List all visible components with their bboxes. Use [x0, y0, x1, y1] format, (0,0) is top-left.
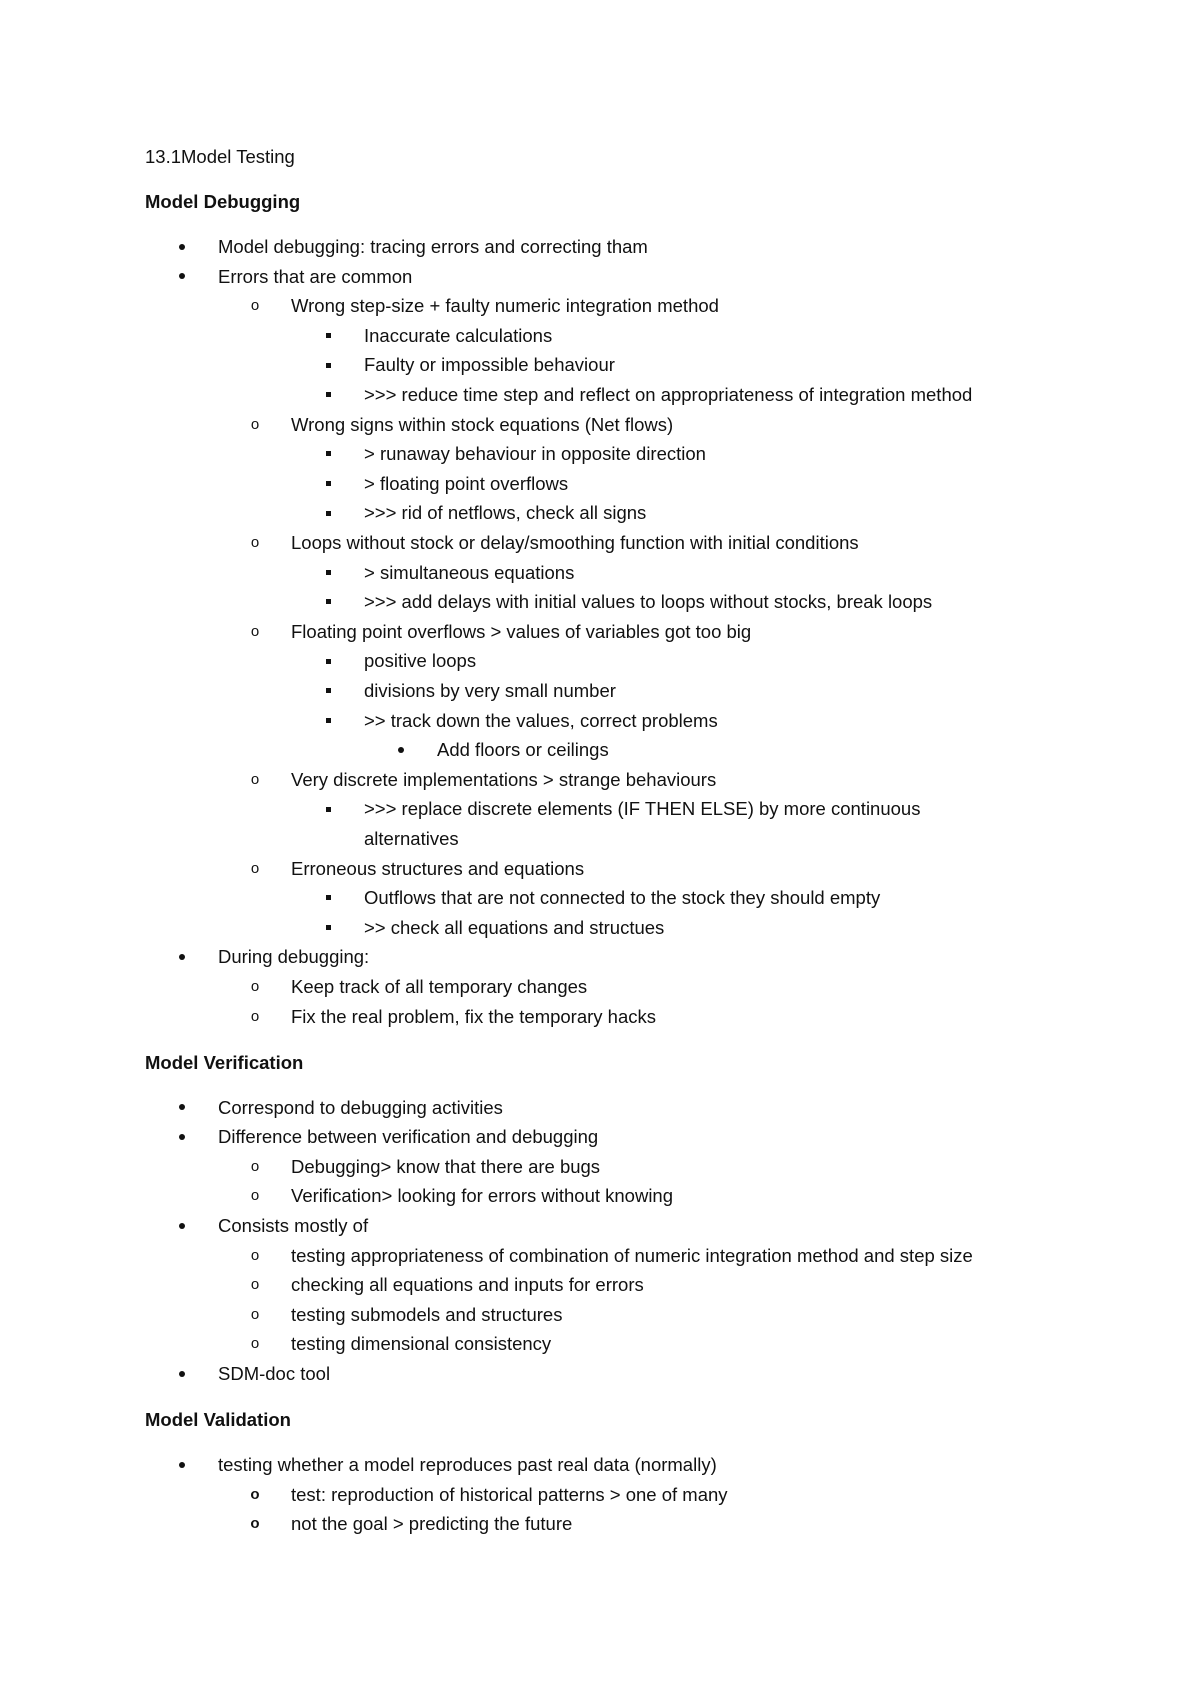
list-item — [0, 617, 1200, 647]
list-item-text: Outflows that are not connected to the stock they should empty — [364, 887, 881, 909]
list-item — [0, 1480, 1200, 1510]
bullet-dot-icon — [175, 262, 189, 292]
list-item-text: Inaccurate calculations — [364, 324, 553, 346]
bullet-dot-icon — [175, 1093, 189, 1123]
list-item — [0, 735, 1200, 765]
bullet-circle-icon: o — [250, 1246, 260, 1264]
page-title: 13.1Model Testing — [145, 146, 295, 167]
bullet-circle-icon: o — [250, 1157, 260, 1175]
list-item — [0, 498, 1200, 528]
list-item — [0, 1002, 1200, 1032]
bullet-circle-icon: o — [250, 770, 260, 788]
list-item-text: Errors that are common — [218, 265, 413, 287]
list-item-text: Consists mostly of — [218, 1215, 369, 1236]
section-heading: Model Verification — [145, 1051, 304, 1073]
bullet-square-icon — [321, 794, 335, 824]
list-item — [0, 706, 1200, 736]
list-item — [0, 1450, 1200, 1480]
bullet-circle-icon: o — [250, 1187, 260, 1205]
list-item — [0, 1211, 1200, 1241]
list-item-text: not the goal > predicting the future — [291, 1513, 573, 1535]
list-item-text: Floating point overflows > values of variables got too big — [291, 620, 752, 642]
list-item — [0, 262, 1200, 292]
list-item-text: Verification> looking for errors without knowing — [291, 1185, 674, 1207]
list-item — [0, 558, 1200, 588]
list-item-text: >> track down the values, correct problems — [364, 709, 718, 731]
list-item — [0, 854, 1200, 884]
list-item-text: test: reproduction of historical patterns > one of many — [291, 1483, 728, 1505]
list-item-text: testing whether a model reproduces past real data (normally) — [218, 1454, 717, 1475]
list-item — [0, 380, 1200, 410]
list-item-text: Debugging> know that there are bugs — [291, 1155, 601, 1177]
bullet-dot-icon — [175, 1359, 189, 1389]
list-item-text: checking all equations and inputs for errors — [291, 1274, 644, 1296]
document-title — [0, 142, 1200, 172]
bullet-circle-icon: o — [250, 1305, 260, 1323]
list-item — [0, 646, 1200, 676]
bullet-dot-icon — [175, 1450, 189, 1480]
list-item-text: Difference between verification and debugging — [218, 1126, 599, 1148]
list-item-text: >> check all equations and structues — [364, 916, 665, 938]
section-heading-line — [0, 187, 1200, 217]
bullet-square-icon — [321, 676, 335, 706]
list-item — [0, 1093, 1200, 1123]
bullet-dot-icon — [394, 735, 408, 765]
bullet-circle-icon: o — [250, 1276, 260, 1294]
section-heading-line — [0, 1405, 1200, 1435]
list-item-text: > simultaneous equations — [364, 561, 575, 583]
bullet-square-icon — [321, 558, 335, 588]
list-item-text: >>> rid of netflows, check all signs — [364, 502, 647, 524]
list-item — [0, 942, 1200, 972]
list-item-text: > runaway behaviour in opposite direction — [364, 443, 706, 465]
bullet-square-icon — [321, 380, 335, 410]
bullet-circle-icon: o — [250, 534, 260, 551]
list-item-text: >>> reduce time step and reflect on appropriateness of integration method — [364, 384, 973, 405]
bullet-dot-icon — [175, 232, 189, 262]
bullet-square-icon — [321, 913, 335, 943]
list-item-text: divisions by very small number — [364, 680, 616, 701]
list-item — [0, 232, 1200, 262]
list-item-text: >>> add delays with initial values to loops without stocks, break loops — [364, 591, 933, 613]
list-item-text: Wrong step-size + faulty numeric integration method — [291, 295, 719, 317]
list-item-text: During debugging: — [218, 946, 370, 968]
list-item-text: Add floors or ceilings — [437, 739, 609, 761]
list-item — [0, 439, 1200, 469]
bullet-circle-icon: o — [250, 859, 260, 877]
list-item-text: Loops without stock or delay/smoothing function with initial conditions — [291, 532, 859, 553]
list-item-text: Correspond to debugging activities — [218, 1096, 503, 1118]
list-item — [0, 528, 1200, 558]
bullet-circle-icon: o — [250, 978, 260, 995]
list-item-text: Wrong signs within stock equations (Net flows) — [291, 413, 674, 435]
bullet-square-icon — [321, 439, 335, 469]
bullet-circle-icon: o — [250, 622, 260, 640]
list-item — [0, 291, 1200, 321]
bullet-dot-icon — [175, 1211, 189, 1241]
list-item — [0, 1241, 1200, 1271]
list-item-text: Erroneous structures and equations — [291, 857, 585, 879]
list-item — [0, 765, 1200, 795]
list-item — [0, 1359, 1200, 1389]
list-item-text: >>> replace discrete elements (IF THEN ELSE) by more continuous — [364, 798, 921, 820]
list-item-text: alternatives — [364, 828, 459, 849]
list-item — [0, 1300, 1200, 1330]
list-item — [0, 1270, 1200, 1300]
bullet-circle-icon: o — [250, 1335, 260, 1353]
bullet-square-icon — [321, 469, 335, 499]
bullet-square-icon — [321, 587, 335, 617]
list-item-text: Keep track of all temporary changes — [291, 976, 588, 997]
bullet-dot-icon — [175, 1122, 189, 1152]
list-item — [0, 350, 1200, 380]
list-item — [0, 587, 1200, 617]
bullet-circle-icon: o — [250, 297, 260, 315]
list-item-text: SDM-doc tool — [218, 1363, 331, 1384]
section-heading-line — [0, 1048, 1200, 1078]
list-item-text: Very discrete implementations > strange behaviours — [291, 768, 717, 790]
list-item — [0, 794, 1200, 824]
bullet-circle-icon: o — [250, 1515, 260, 1533]
bullet-square-icon — [321, 706, 335, 736]
list-item — [0, 883, 1200, 913]
list-item — [0, 321, 1200, 351]
section-heading: Model Validation — [145, 1409, 291, 1430]
list-item — [0, 913, 1200, 943]
section-heading: Model Debugging — [145, 191, 301, 212]
list-item-text: Faulty or impossible behaviour — [364, 354, 615, 376]
bullet-square-icon — [321, 321, 335, 351]
list-item — [0, 1181, 1200, 1211]
bullet-circle-icon: o — [250, 1485, 260, 1503]
list-item-text: testing dimensional consistency — [291, 1333, 552, 1355]
list-item — [0, 1152, 1200, 1182]
bullet-square-icon — [321, 646, 335, 676]
list-item-text: testing appropriateness of combination of numeric integration method and step size — [291, 1244, 973, 1266]
list-item — [0, 1122, 1200, 1152]
list-item — [0, 1329, 1200, 1359]
bullet-square-icon — [321, 498, 335, 528]
list-item — [0, 1509, 1200, 1539]
list-item — [0, 972, 1200, 1002]
list-item — [0, 676, 1200, 706]
bullet-square-icon — [321, 883, 335, 913]
list-item-text: positive loops — [364, 650, 477, 672]
bullet-circle-icon: o — [250, 1007, 260, 1025]
list-item-text: Model debugging: tracing errors and correcting tham — [218, 236, 648, 257]
bullet-square-icon — [321, 350, 335, 380]
list-item-text: testing submodels and structures — [291, 1303, 563, 1325]
bullet-dot-icon — [175, 942, 189, 972]
list-item-text: > floating point overflows — [364, 472, 569, 494]
list-item — [0, 410, 1200, 440]
list-item — [0, 469, 1200, 499]
list-item-text: Fix the real problem, fix the temporary hacks — [291, 1005, 657, 1027]
bullet-circle-icon: o — [250, 415, 260, 433]
list-item — [0, 824, 1200, 854]
